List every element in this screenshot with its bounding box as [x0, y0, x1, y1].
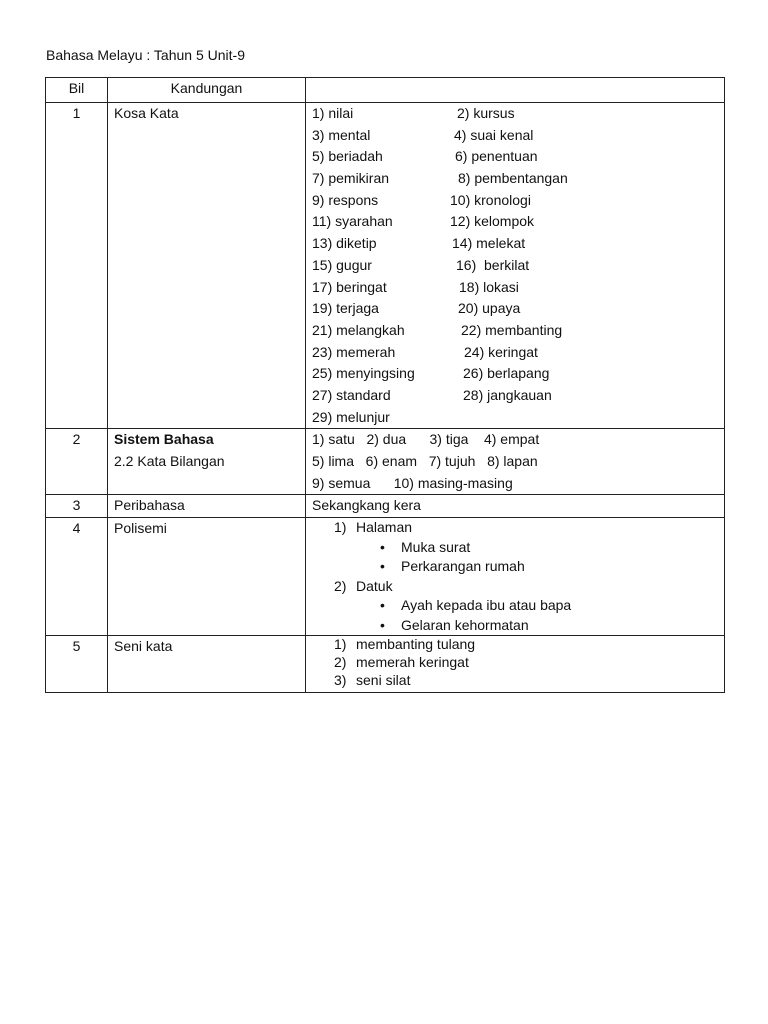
list-item — [312, 190, 718, 212]
word-left: 13) diketip — [312, 235, 377, 252]
list-item — [312, 518, 718, 538]
row-number: 2 — [46, 429, 108, 495]
document-title: Bahasa Melayu : Tahun 5 Unit-9 — [46, 47, 245, 63]
word-right: 14) melekat — [452, 235, 526, 252]
list-item — [312, 636, 718, 654]
bullet-text: Muka surat — [401, 538, 471, 555]
word-left: 3) mental — [312, 126, 371, 143]
word-right: 22) membanting — [461, 321, 563, 338]
row-number: 5 — [46, 636, 108, 693]
peribahasa-content: Sekangkang kera — [306, 495, 725, 518]
word-right: 12) kelompok — [450, 213, 535, 230]
word-left: 17) beringat — [312, 278, 387, 295]
bullet-item — [312, 596, 718, 616]
list-item — [312, 277, 718, 299]
word-right: 26) berlapang — [463, 365, 550, 382]
row-topic-cell — [108, 429, 306, 495]
list-item — [312, 320, 718, 342]
word-right: 2) kursus — [457, 105, 515, 121]
bullet-icon: • — [380, 597, 385, 614]
word-left: 11) syarahan — [312, 213, 393, 230]
word-right: 24) keringat — [464, 343, 538, 360]
word-right: 4) suai kenal — [454, 126, 534, 143]
word-left: 21) melangkah — [312, 321, 405, 338]
list-item — [312, 103, 718, 125]
bullet-icon: • — [380, 538, 385, 555]
item-number: 1) — [334, 519, 347, 536]
table-row-sistem-bahasa — [46, 429, 725, 495]
list-item — [312, 233, 718, 255]
word-right: 10) kronologi — [450, 191, 531, 208]
word-right: 6) penentuan — [455, 148, 538, 165]
word-left: 15) gugur — [312, 256, 372, 273]
bullet-item — [312, 538, 718, 558]
bullet-text: Gelaran kehormatan — [401, 616, 529, 633]
list-item: 1) satu 2) dua 3) tiga 4) empat — [312, 431, 540, 448]
table-row-peribahasa — [46, 495, 725, 518]
content-table — [45, 77, 725, 693]
bullet-item — [312, 616, 718, 636]
item-number: 2) — [334, 577, 347, 594]
list-item: 9) semua 10) masing-masing — [312, 474, 513, 491]
row-topic: Kosa Kata — [108, 103, 306, 429]
word-left: 5) beriadah — [312, 148, 383, 165]
item-number: 1) — [334, 636, 347, 653]
header-empty — [306, 78, 725, 103]
row-topic: Polisemi — [108, 518, 306, 636]
kata-bilangan-list — [306, 429, 725, 495]
word-left: 1) nilai — [312, 105, 354, 121]
row-number: 3 — [46, 495, 108, 518]
word-left: 23) memerah — [312, 343, 396, 360]
row-topic: Sistem Bahasa — [114, 431, 214, 448]
polisemi-list — [306, 518, 725, 636]
list-item — [312, 577, 718, 597]
row-subtopic: 2.2 Kata Bilangan — [114, 453, 225, 470]
row-topic: Seni kata — [108, 636, 306, 693]
list-item — [312, 211, 718, 233]
seni-kata-list — [306, 636, 725, 693]
word-right: 8) pembentangan — [458, 170, 568, 187]
item-word: Datuk — [356, 577, 393, 594]
word-left: 27) standard — [312, 386, 391, 403]
row-topic: Peribahasa — [108, 495, 306, 518]
list-item — [312, 255, 718, 277]
item-word: Halaman — [356, 519, 413, 536]
word-right: 18) lokasi — [459, 278, 519, 295]
bullet-icon: • — [380, 616, 385, 633]
header-bil: Bil — [46, 78, 108, 103]
word-right: 16) berkilat — [456, 256, 530, 273]
list-item — [312, 342, 718, 364]
word-left: 9) respons — [312, 191, 379, 208]
row-number: 1 — [46, 103, 108, 429]
word-left: 25) menyingsing — [312, 365, 415, 382]
word-right: 20) upaya — [458, 300, 521, 317]
bullet-item — [312, 557, 718, 577]
list-item — [312, 146, 718, 168]
header-kandungan: Kandungan — [108, 78, 306, 103]
item-number: 3) — [334, 671, 347, 688]
list-item: 5) lima 6) enam 7) tujuh 8) lapan — [312, 453, 538, 470]
word-right: 28) jangkauan — [463, 386, 552, 403]
word-left: 7) pemikiran — [312, 170, 390, 187]
item-number: 2) — [334, 654, 347, 671]
list-item — [312, 385, 718, 407]
item-text: membanting tulang — [356, 636, 476, 653]
list-item — [312, 298, 718, 320]
list-item — [312, 363, 718, 385]
row-number: 4 — [46, 518, 108, 636]
table-row-kosa-kata — [46, 103, 725, 429]
bullet-text: Ayah kepada ibu atau bapa — [401, 597, 572, 614]
list-item — [312, 125, 718, 147]
kosa-kata-list — [306, 103, 725, 429]
item-text: seni silat — [356, 671, 411, 688]
list-item — [312, 168, 718, 190]
list-item — [312, 407, 718, 429]
item-text: memerah keringat — [356, 654, 469, 671]
list-item — [312, 672, 718, 690]
list-item — [312, 654, 718, 672]
table-row-seni-kata — [46, 636, 725, 693]
bullet-icon: • — [380, 558, 385, 575]
table-header-row — [46, 78, 725, 103]
table-row-polisemi — [46, 518, 725, 636]
word-left: 29) melunjur — [312, 408, 390, 425]
bullet-text: Perkarangan rumah — [401, 558, 525, 575]
word-left: 19) terjaga — [312, 300, 379, 317]
